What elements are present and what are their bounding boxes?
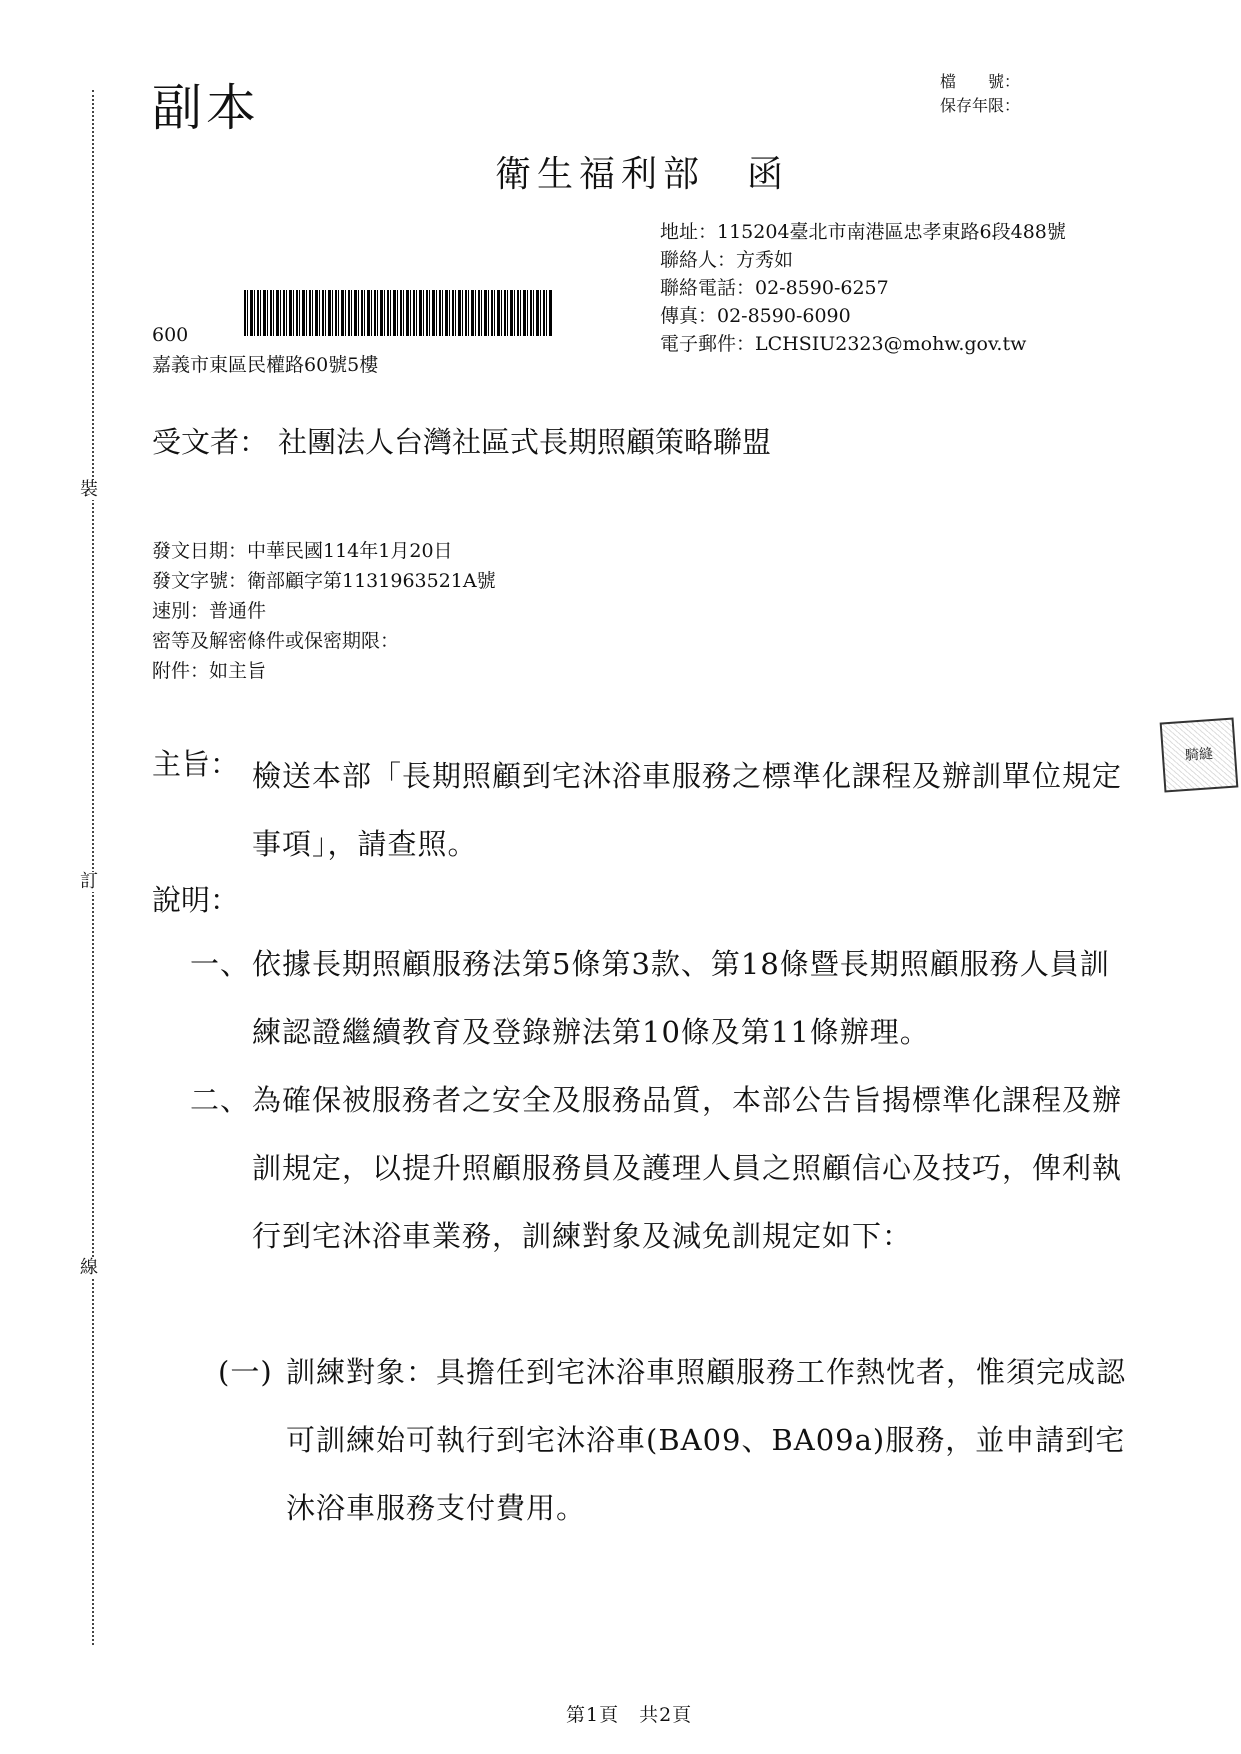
explanation-item — [190, 1066, 1140, 1270]
binding-line — [92, 90, 94, 1645]
recipient-name: 社團法人台灣社區式長期照顧策略聯盟 — [278, 425, 772, 459]
sender-email: 電子郵件：LCHSIU2323@mohw.gov.tw — [660, 333, 1027, 355]
item-text: 為確保被服務者之安全及服務品質，本部公告旨揭標準化課程及辦訓規定，以提升照顧服務員及護理人員之照顧信心及技巧，俾利執行到宅沐浴車業務，訓練對象及減免訓規定如下： — [252, 1083, 1123, 1253]
explanation-label: 說明： — [152, 883, 240, 917]
delivery-speed: 速別：普通件 — [152, 600, 267, 622]
binding-mark: 訂 — [80, 871, 98, 892]
binding-mark: 裝 — [80, 479, 98, 500]
binding-mark: 線 — [80, 1257, 98, 1278]
sender-phone: 聯絡電話：02-8590-6257 — [660, 277, 889, 299]
sender-fax: 傳真：02-8590-6090 — [660, 305, 851, 327]
document-meta — [152, 536, 496, 686]
sender-info — [660, 218, 1066, 358]
sub-item-text: 訓練對象：具擔任到宅沐浴車照顧服務工作熱忱者，惟須完成認可訓練始可執行到宅沐浴車(BA09、BA09a)服務，並申請到宅沐浴車服務支付費用。 — [286, 1355, 1127, 1525]
page-footer: 第1頁 共2頁 — [566, 1704, 693, 1726]
explanation-item — [190, 930, 1140, 1066]
attachment: 附件：如主旨 — [152, 660, 267, 682]
file-number: 檔 號： — [940, 72, 1021, 91]
seal-stamp: 騎縫 — [1160, 718, 1239, 793]
document-title: 衛生福利部 函 — [495, 154, 790, 195]
reference-number: 發文字號：衛部顧字第1131963521A號 — [152, 570, 496, 592]
recipient-address: 嘉義市東區民權路60號5樓 — [152, 354, 379, 376]
sender-contact: 聯絡人：方秀如 — [660, 249, 794, 271]
retention-period: 保存年限： — [940, 96, 1021, 115]
sender-address: 地址：115204臺北市南港區忠孝東路6段488號 — [660, 221, 1066, 243]
explanation-sub-item — [218, 1338, 1138, 1542]
item-number: 二、 — [190, 1083, 251, 1117]
subject-label: 主旨： — [152, 747, 240, 781]
item-text: 依據長期照顧服務法第5條第3款、第18條暨長期照顧服務人員訓練認證繼續教育及登錄辦法第10條及第11條辦理。 — [252, 947, 1110, 1049]
barcode — [244, 290, 552, 336]
file-info — [940, 70, 1020, 118]
item-number: 一、 — [190, 947, 251, 981]
recipient-label: 受文者： — [152, 425, 269, 459]
subject-text: 檢送本部「長期照顧到宅沐浴車服務之標準化課程及辦訓單位規定事項」，請查照。 — [252, 759, 1123, 861]
issue-date: 發文日期：中華民國114年1月20日 — [152, 540, 453, 562]
sub-item-number: (一) — [218, 1355, 273, 1389]
secrecy-level: 密等及解密條件或保密期限： — [152, 630, 400, 652]
recipient-zip: 600 — [152, 324, 189, 346]
copy-mark: 副本 — [152, 79, 260, 137]
